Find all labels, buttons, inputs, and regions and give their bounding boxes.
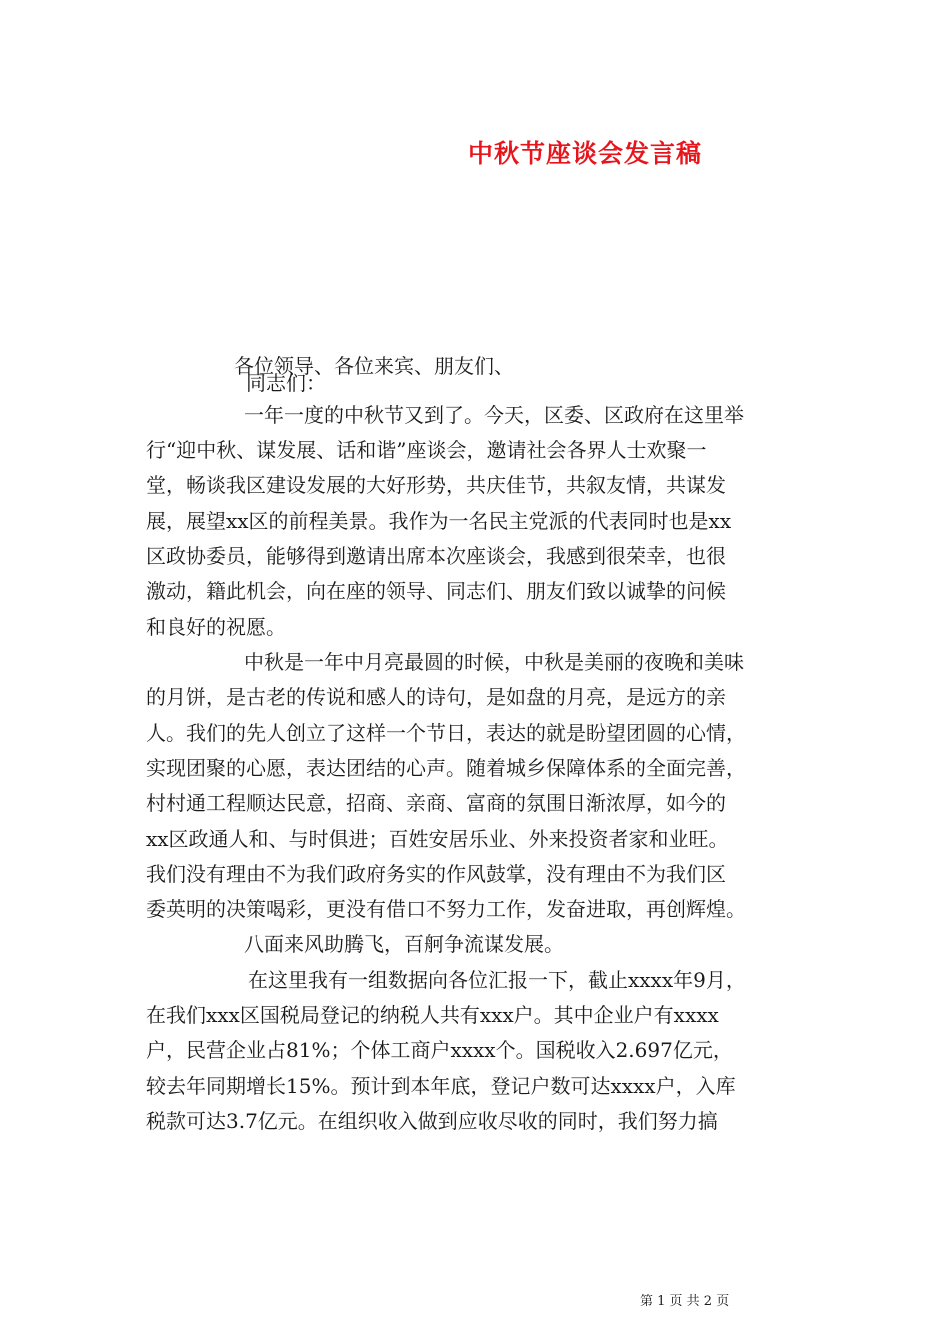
body-line: 在这里我有一组数据向各位汇报一下，截止xxxx年9月，: [248, 968, 746, 992]
body-line: 户，民营企业占81%；个体工商户xxxx个。国税收入2.697亿元，: [146, 1038, 733, 1062]
body-line: 税款可达3.7亿元。在组织收入做到应收尽收的同时，我们努力搞: [146, 1109, 718, 1133]
body-line: 的月饼，是古老的传说和感人的诗句，是如盘的月亮，是远方的亲: [146, 685, 726, 709]
body-line: 区政协委员，能够得到邀请出席本次座谈会，我感到很荣幸，也很: [146, 544, 726, 568]
greeting-line-1: 各位领导、各位来宾、朋友们、: [234, 354, 514, 378]
body-line: 我们没有理由不为我们政府务实的作风鼓掌，没有理由不为我们区: [146, 862, 726, 886]
body-line: 人。我们的先人创立了这样一个节日，表达的就是盼望团圆的心情，: [146, 721, 746, 745]
body-line: 委英明的决策喝彩，更没有借口不努力工作，发奋进取，再创辉煌。: [146, 897, 746, 921]
body-line: 堂，畅谈我区建设发展的大好形势，共庆佳节，共叙友情，共谋发: [146, 473, 726, 497]
body-line: 较去年同期增长15%。预计到本年底，登记户数可达xxxx户，入库: [146, 1074, 736, 1098]
body-line: xx区政通人和、与时俱进；百姓安居乐业、外来投资者家和业旺。: [146, 827, 729, 851]
body-line: 激动，籍此机会，向在座的领导、同志们、朋友们致以诚挚的问候: [146, 579, 726, 603]
body-line: 中秋是一年中月亮最圆的时候，中秋是美丽的夜晚和美味: [244, 650, 744, 674]
body-line: 行“迎中秋、谋发展、话和谐”座谈会，邀请社会各界人士欢聚一: [146, 438, 707, 462]
page-number: 第 1 页 共 2 页: [640, 1294, 730, 1309]
body-line: 村村通工程顺达民意，招商、亲商、富商的氛围日渐浓厚，如今的: [146, 791, 726, 815]
body-line: 在我们xxx区国税局登记的纳税人共有xxx户。其中企业户有xxxx: [146, 1003, 719, 1027]
body-line: 和良好的祝愿。: [146, 615, 286, 639]
document-title: 中秋节座谈会发言稿: [467, 139, 702, 168]
body-line: 八面来风助腾飞，百舸争流谋发展。: [244, 932, 564, 956]
body-line: 实现团聚的心愿，表达团结的心声。随着城乡保障体系的全面完善，: [146, 756, 746, 780]
body-line: 展，展望xx区的前程美景。我作为一名民主党派的代表同时也是xx: [146, 509, 732, 533]
greeting-line-2: 同志们：: [246, 371, 326, 395]
body-line: 一年一度的中秋节又到了。今天，区委、区政府在这里举: [244, 403, 744, 427]
